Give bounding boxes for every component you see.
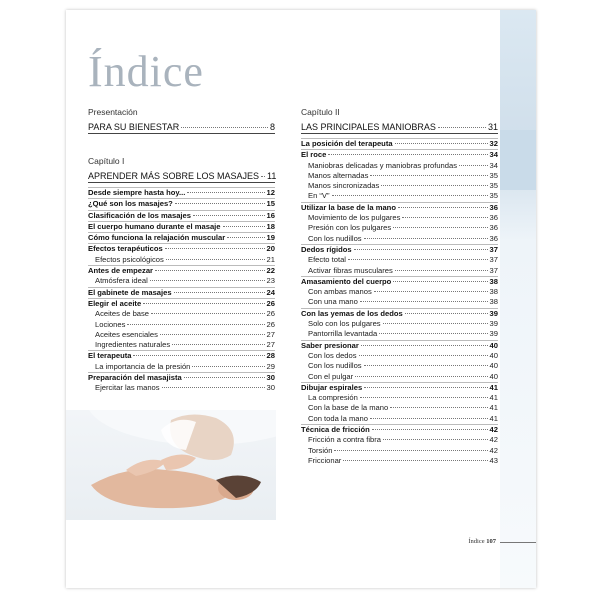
toc-entry-page: 30 xyxy=(266,373,275,383)
toc-entry-label: La compresión xyxy=(308,393,358,403)
dot-leader xyxy=(364,387,487,388)
toc-entry[interactable] xyxy=(88,198,275,209)
toc-entry-page: 42 xyxy=(489,435,498,445)
dot-leader xyxy=(359,355,488,356)
dot-leader xyxy=(343,460,487,461)
chapter-1-heading-page: 11 xyxy=(267,171,277,181)
toc-entry-page: 36 xyxy=(489,213,498,223)
toc-entry-label: Con el pulgar xyxy=(308,371,354,381)
toc-entry-label: Con los nudillos xyxy=(308,233,362,243)
side-color-strip xyxy=(500,10,536,588)
chapter-2-heading[interactable] xyxy=(301,122,498,134)
toc-entry-page: 40 xyxy=(489,340,498,350)
toc-entry-label: Ejercitar las manos xyxy=(95,383,160,393)
toc-entry[interactable] xyxy=(301,223,498,233)
toc-entry[interactable] xyxy=(301,244,498,255)
toc-entry-label: En “V” xyxy=(308,191,330,201)
dot-leader xyxy=(143,303,264,304)
toc-entry-label: El cuerpo humano durante el masaje xyxy=(88,221,221,231)
toc-entry-page: 40 xyxy=(489,371,498,381)
toc-entry-label: Activar fibras musculares xyxy=(308,265,393,275)
toc-entry-label: La importancia de la presión xyxy=(95,361,191,371)
toc-entry-label: Efectos terapéuticos xyxy=(88,244,163,254)
toc-entry[interactable] xyxy=(301,446,498,456)
toc-entry-page: 37 xyxy=(489,244,498,254)
dot-leader xyxy=(383,439,488,440)
toc-entry-label: Lociones xyxy=(95,319,126,329)
dot-leader xyxy=(390,407,487,408)
toc-entry-label: Cómo funciona la relajación muscular xyxy=(88,233,226,243)
chapter-1-heading[interactable] xyxy=(88,171,275,183)
toc-entry-label: Desde siempre hasta hoy... xyxy=(88,188,186,197)
dot-leader xyxy=(193,215,265,216)
toc-entry-page: 16 xyxy=(266,210,275,220)
dot-leader xyxy=(223,226,265,227)
toc-entry-page: 22 xyxy=(266,266,275,276)
toc-entry[interactable] xyxy=(301,340,498,351)
toc-entry-label: Ingredientes naturales xyxy=(95,340,171,350)
toc-entry-label: Presión con los pulgares xyxy=(308,223,392,233)
toc-entry-page: 39 xyxy=(489,329,498,339)
toc-entry-page: 41 xyxy=(489,413,498,423)
toc-entry-page: 19 xyxy=(266,233,275,243)
toc-entry-page: 32 xyxy=(489,139,498,148)
toc-entry-page: 36 xyxy=(489,233,498,243)
toc-entry[interactable] xyxy=(88,372,275,383)
toc-entry-label: Efecto total xyxy=(308,255,346,265)
toc-entry-label: ¿Qué son los masajes? xyxy=(88,199,173,209)
toc-entry-page: 24 xyxy=(266,287,275,297)
toc-entry-label: Maniobras delicadas y maniobras profundas xyxy=(308,160,458,170)
toc-entry-page: 39 xyxy=(489,319,498,329)
footer-page-number: 107 xyxy=(486,538,496,545)
toc-entry-page: 34 xyxy=(489,150,498,160)
toc-entry-page: 38 xyxy=(489,276,498,286)
toc-entry-label: Efectos psicológicos xyxy=(95,254,164,264)
toc-entry[interactable] xyxy=(301,266,498,276)
toc-entry[interactable] xyxy=(301,171,498,181)
toc-entry[interactable] xyxy=(88,330,275,340)
dot-leader xyxy=(360,301,488,302)
presentation-heading-label: PARA SU BIENESTAR xyxy=(88,122,180,132)
dot-leader xyxy=(361,345,488,346)
toc-entry-label: Aceites de base xyxy=(95,309,150,319)
toc-entry[interactable] xyxy=(301,456,498,466)
toc-entry-page: 42 xyxy=(489,425,498,435)
presentation-label: Presentación xyxy=(88,107,138,117)
toc-entry[interactable] xyxy=(88,383,275,393)
toc-left-entries xyxy=(88,187,275,394)
toc-entry-label: El terapeuta xyxy=(88,351,132,361)
dot-leader xyxy=(381,185,487,186)
dot-leader xyxy=(261,176,265,177)
toc-entry[interactable] xyxy=(88,276,275,286)
dot-leader xyxy=(162,387,265,388)
toc-entry-page: 35 xyxy=(489,181,498,191)
toc-entry-label: Con los dedos xyxy=(308,350,357,360)
toc-entry-label: Solo con los pulgares xyxy=(308,319,381,329)
dot-leader xyxy=(175,203,265,204)
toc-entry-label: La posición del terapeuta xyxy=(301,139,393,148)
toc-entry-label: Utilizar la base de la mano xyxy=(301,202,396,212)
dot-leader xyxy=(438,127,486,128)
toc-entry-page: 12 xyxy=(266,188,275,197)
toc-entry[interactable] xyxy=(301,234,498,244)
toc-entry-label: Aceites esenciales xyxy=(95,329,158,339)
dot-leader xyxy=(184,377,265,378)
toc-entry[interactable] xyxy=(88,309,275,319)
dot-leader xyxy=(395,143,488,144)
dot-leader xyxy=(402,217,487,218)
toc-entry-label: Dibujar espirales xyxy=(301,382,363,392)
toc-entry-page: 26 xyxy=(266,309,275,319)
toc-entry-page: 36 xyxy=(489,202,498,212)
toc-entry[interactable] xyxy=(301,213,498,223)
toc-entry[interactable] xyxy=(301,361,498,371)
toc-entry-label: Friccionar xyxy=(308,455,342,465)
toc-entry[interactable] xyxy=(301,161,498,171)
toc-entry-page: 26 xyxy=(266,298,275,308)
dot-leader xyxy=(328,154,487,155)
toc-entry-page: 21 xyxy=(266,254,275,264)
toc-entry-page: 18 xyxy=(266,221,275,231)
toc-entry-page: 36 xyxy=(489,223,498,233)
toc-entry[interactable] xyxy=(301,255,498,265)
toc-entry-label: Con la base de la mano xyxy=(308,403,389,413)
dot-leader xyxy=(364,365,488,366)
toc-entry-label: Torsión xyxy=(308,445,333,455)
toc-entry-page: 42 xyxy=(489,445,498,455)
dot-leader xyxy=(160,334,265,335)
dot-leader xyxy=(187,192,264,193)
toc-entry-label: El gabinete de masajes xyxy=(88,287,172,297)
dot-leader xyxy=(379,333,487,334)
toc-entry-page: 41 xyxy=(489,382,498,392)
toc-entry-label: Preparación del masajista xyxy=(88,373,182,383)
toc-entry-label: Manos alternadas xyxy=(308,170,369,180)
dot-leader xyxy=(355,376,487,377)
presentation-heading[interactable] xyxy=(88,122,275,134)
toc-entry[interactable] xyxy=(301,138,498,149)
toc-entry[interactable] xyxy=(88,210,275,221)
dot-leader xyxy=(165,248,265,249)
toc-entry[interactable] xyxy=(88,298,275,309)
toc-entry-label: Con toda la mano xyxy=(308,413,368,423)
toc-entry-page: 41 xyxy=(489,393,498,403)
chapter-2-label: Capítulo II xyxy=(301,107,340,117)
toc-entry-label: Elegir el aceite xyxy=(88,298,142,308)
toc-entry-label: Fricción a contra fibra xyxy=(308,435,382,445)
toc-entry[interactable] xyxy=(301,372,498,382)
dot-leader xyxy=(405,313,488,314)
dot-leader xyxy=(348,259,488,260)
dot-leader xyxy=(459,165,488,166)
toc-entry-page: 38 xyxy=(489,297,498,307)
toc-entry[interactable] xyxy=(88,362,275,372)
toc-entry[interactable] xyxy=(301,202,498,213)
toc-entry[interactable] xyxy=(301,424,498,435)
side-color-band xyxy=(500,130,536,190)
dot-leader xyxy=(370,175,487,176)
dot-leader xyxy=(364,238,488,239)
dot-leader xyxy=(166,259,265,260)
toc-left-column xyxy=(88,105,275,394)
toc-entry[interactable] xyxy=(88,287,275,298)
toc-entry[interactable] xyxy=(301,297,498,307)
dot-leader xyxy=(334,450,487,451)
toc-right-entries xyxy=(301,138,498,466)
toc-entry-page: 27 xyxy=(266,340,275,350)
dot-leader xyxy=(395,270,488,271)
toc-entry-page: 41 xyxy=(489,403,498,413)
dot-leader xyxy=(374,291,488,292)
dot-leader xyxy=(354,249,488,250)
toc-entry-label: Manos sincronizadas xyxy=(308,181,380,191)
toc-entry-page: 23 xyxy=(266,276,275,286)
page-title: Índice xyxy=(88,47,204,96)
toc-entry[interactable] xyxy=(88,320,275,330)
toc-entry[interactable] xyxy=(301,149,498,160)
toc-entry-page: 26 xyxy=(266,319,275,329)
toc-entry[interactable] xyxy=(301,382,498,393)
dot-leader xyxy=(370,418,488,419)
book-page xyxy=(66,10,536,588)
chapter-2-heading-label: LAS PRINCIPALES MANIOBRAS xyxy=(301,122,436,132)
massage-photo xyxy=(66,410,276,520)
dot-leader xyxy=(227,237,264,238)
toc-entry[interactable] xyxy=(301,403,498,413)
dot-leader xyxy=(151,313,265,314)
dot-leader xyxy=(360,397,488,398)
presentation-heading-page: 8 xyxy=(269,122,275,132)
toc-entry-label: Dedos rígidos xyxy=(301,244,352,254)
toc-entry-page: 35 xyxy=(489,170,498,180)
dot-leader xyxy=(172,344,264,345)
toc-entry[interactable] xyxy=(301,393,498,403)
toc-entry-page: 43 xyxy=(489,455,498,465)
toc-entry[interactable] xyxy=(301,351,498,361)
toc-entry-page: 27 xyxy=(266,329,275,339)
toc-entry[interactable] xyxy=(301,181,498,191)
toc-entry[interactable] xyxy=(301,329,498,339)
toc-right-column xyxy=(301,105,498,466)
toc-entry[interactable] xyxy=(88,350,275,361)
dot-leader xyxy=(150,280,265,281)
chapter-1-label: Capítulo I xyxy=(88,156,125,166)
toc-entry-page: 28 xyxy=(266,351,275,361)
toc-entry-page: 39 xyxy=(489,308,498,318)
dot-leader xyxy=(393,281,487,282)
toc-entry-page: 38 xyxy=(489,287,498,297)
dot-leader xyxy=(398,207,488,208)
chapter-1-heading-label: APRENDER MÁS SOBRE LOS MASAJES xyxy=(88,171,260,181)
toc-entry[interactable] xyxy=(88,243,275,254)
toc-entry-label: Amasamiento del cuerpo xyxy=(301,276,392,286)
footer-rule xyxy=(500,542,536,543)
toc-entry-page: 29 xyxy=(266,361,275,371)
dot-leader xyxy=(133,355,264,356)
toc-entry-page: 40 xyxy=(489,350,498,360)
toc-entry-page: 34 xyxy=(489,160,498,170)
toc-entry[interactable] xyxy=(88,221,275,232)
footer-label: Índice xyxy=(468,538,485,545)
dot-leader xyxy=(127,324,264,325)
toc-entry-label: Con las yemas de los dedos xyxy=(301,308,403,318)
dot-leader xyxy=(174,292,265,293)
toc-entry-label: Pantorrilla levantada xyxy=(308,329,378,339)
dot-leader xyxy=(383,323,488,324)
toc-entry-page: 35 xyxy=(489,191,498,201)
toc-entry-label: Movimiento de los pulgares xyxy=(308,213,401,223)
toc-entry[interactable] xyxy=(88,187,275,198)
toc-entry-page: 40 xyxy=(489,361,498,371)
toc-entry-page: 15 xyxy=(266,199,275,209)
toc-entry-page: 37 xyxy=(489,265,498,275)
toc-entry-label: El roce xyxy=(301,150,327,160)
dot-leader xyxy=(332,195,488,196)
toc-entry-label: Clasificación de los masajes xyxy=(88,210,191,220)
dot-leader xyxy=(372,429,488,430)
toc-entry[interactable] xyxy=(301,414,498,424)
toc-entry[interactable] xyxy=(88,265,275,276)
toc-entry-page: 30 xyxy=(266,383,275,393)
toc-entry-label: Saber presionar xyxy=(301,340,359,350)
dot-leader xyxy=(393,227,487,228)
toc-entry[interactable] xyxy=(301,435,498,445)
chapter-2-heading-page: 31 xyxy=(487,122,498,132)
toc-entry[interactable] xyxy=(301,287,498,297)
page-footer xyxy=(468,538,496,545)
massage-illustration xyxy=(66,410,276,520)
toc-entry-label: Técnica de fricción xyxy=(301,425,370,435)
toc-entry[interactable] xyxy=(301,276,498,287)
toc-entry-label: Con una mano xyxy=(308,297,358,307)
dot-leader xyxy=(155,270,265,271)
toc-entry-label: Atmósfera ideal xyxy=(95,276,148,286)
toc-entry[interactable] xyxy=(301,308,498,319)
toc-entry[interactable] xyxy=(88,232,275,243)
toc-entry-label: Antes de empezar xyxy=(88,266,153,276)
toc-entry[interactable] xyxy=(301,191,498,201)
toc-entry-page: 37 xyxy=(489,255,498,265)
toc-entry-label: Con los nudillos xyxy=(308,361,362,371)
toc-entry-label: Con ambas manos xyxy=(308,287,372,297)
dot-leader xyxy=(192,366,264,367)
dot-leader xyxy=(181,127,268,128)
toc-entry[interactable] xyxy=(88,340,275,350)
toc-entry[interactable] xyxy=(301,319,498,329)
toc-entry-page: 20 xyxy=(266,244,275,254)
toc-entry[interactable] xyxy=(88,255,275,265)
